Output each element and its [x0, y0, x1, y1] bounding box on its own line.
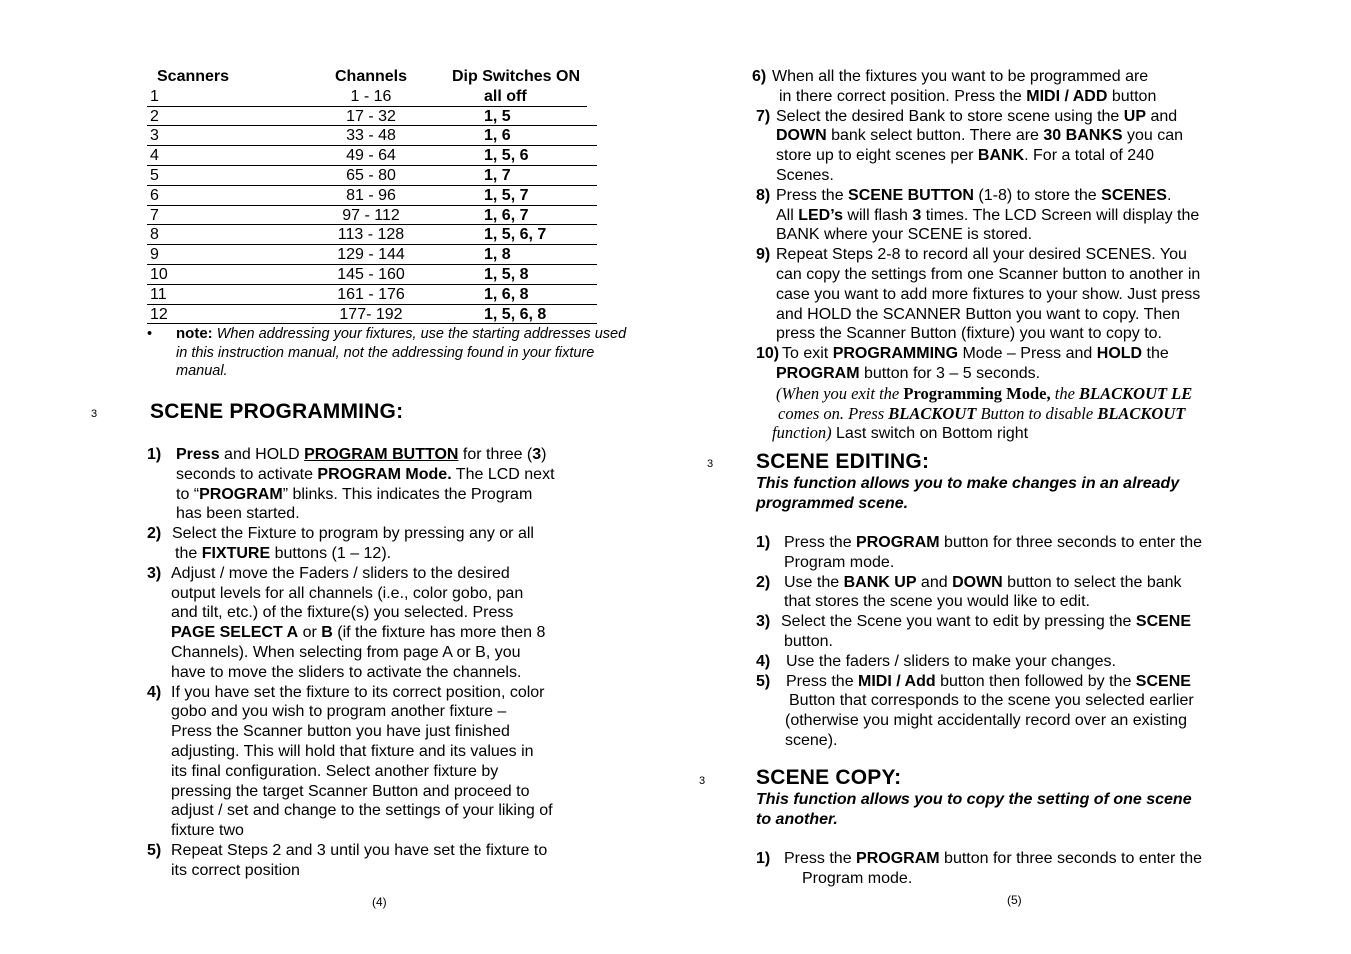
- copy-steps: [756, 849, 1326, 889]
- cell-dip-switches: all off: [484, 87, 527, 105]
- step-text: Scenes.: [776, 166, 834, 184]
- step-text: and HOLD: [219, 446, 305, 463]
- step-text: Button that corresponds to the scene you selected earlier: [789, 692, 1194, 710]
- step-text: store up to eight scenes per: [776, 147, 978, 165]
- step-text: PROGRAMMING: [832, 345, 959, 363]
- step-number: 3): [756, 613, 771, 631]
- step-text: button: [1107, 87, 1157, 105]
- cell-dip-switches: 1, 5: [484, 107, 511, 125]
- step-number: 6): [752, 68, 767, 85]
- step-text: Press the Scanner button you have just finished: [171, 723, 510, 741]
- step-text: To exit: [782, 345, 833, 363]
- cell-channels: 81 - 96: [346, 186, 396, 204]
- step-number: 5): [147, 841, 162, 859]
- step-text: ” blinks. This indicates the Program: [282, 485, 533, 503]
- step-text: the: [175, 544, 202, 562]
- table-row: [147, 186, 597, 206]
- step-text: The LCD next: [451, 465, 555, 483]
- header-scanners: Scanners: [157, 68, 230, 85]
- cell-scanner: 5: [150, 166, 159, 184]
- cell-dip-switches: 1, 6, 7: [484, 206, 529, 224]
- step-text: have to move the sliders to activate the channels.: [171, 663, 522, 681]
- step-text: SCENES: [1101, 186, 1167, 204]
- step-text: UP: [1123, 107, 1146, 125]
- step-2: [147, 524, 617, 564]
- step-text: and: [916, 573, 953, 591]
- cell-channels: 145 - 160: [337, 265, 405, 283]
- table-row: [147, 285, 597, 305]
- subtitle-line: This function allows you to copy the setting of one scene: [756, 791, 1192, 808]
- step-6: [752, 67, 1312, 107]
- step-text: fixture two: [171, 822, 244, 840]
- cell-dip-switches: 1, 6: [484, 127, 511, 145]
- step-text: BANK UP: [843, 573, 917, 591]
- step-text: will flash: [842, 206, 913, 224]
- step-text: BLACKOUT LE: [1079, 383, 1193, 403]
- step-text: (1-8) to store the: [973, 186, 1102, 204]
- step-number: 1): [756, 534, 771, 551]
- step-text: B: [321, 624, 333, 642]
- step-text: adjusting. This will hold that fixture and its values in: [171, 742, 534, 760]
- step-text: (otherwise you might accidentally record over an existing: [785, 712, 1187, 730]
- step-number: 2): [756, 573, 771, 591]
- section-number: 3: [699, 775, 706, 787]
- cell-dip-switches: 1, 5, 7: [484, 186, 529, 204]
- step-text: HOLD: [1096, 345, 1143, 363]
- subtitle-line: programmed scene.: [756, 494, 909, 512]
- cell-scanner: 11: [150, 285, 167, 303]
- step-text: scene).: [785, 731, 838, 749]
- step-text: button then followed by the: [935, 672, 1136, 690]
- step-10: [756, 344, 1312, 444]
- step-text: Channels). When selecting from page A or B, you: [171, 643, 521, 661]
- right-page: [675, 0, 1351, 954]
- note-text: When addressing your fixtures, use the starting addresses used in this instruction manual, not the addressing found in your fixture manual.: [176, 326, 627, 379]
- step-text: has been started.: [176, 505, 300, 523]
- step-number: 8): [756, 186, 771, 204]
- step-number: 3): [147, 564, 162, 582]
- cell-scanner: 9: [150, 246, 159, 264]
- step-text: PROGRAM: [199, 485, 283, 503]
- step-text: button for three seconds to enter the: [939, 534, 1202, 551]
- step-3: [147, 564, 617, 683]
- note-label: note:: [176, 325, 213, 342]
- cell-scanner: 12: [150, 305, 168, 323]
- step-text: times. The LCD Screen will display the: [921, 206, 1200, 224]
- table-header: [147, 67, 597, 87]
- scene-editing-subtitle: [756, 474, 1179, 514]
- step-text: BLACKOUT: [1097, 403, 1186, 423]
- cell-scanner: 1: [150, 87, 159, 105]
- dip-switch-table: [147, 67, 597, 324]
- step-text: Use the faders / sliders to make your changes.: [786, 652, 1116, 670]
- step-text: bank select button. There are: [826, 127, 1044, 145]
- step-text: PROGRAM: [856, 850, 940, 867]
- step-text: 3: [532, 446, 542, 463]
- step-text: adjust / set and change to the settings of your liking of: [171, 802, 553, 820]
- table-body: [147, 87, 597, 325]
- step-text: PROGRAM: [856, 534, 940, 551]
- step-text: FIXTURE: [201, 544, 271, 562]
- note-block: [147, 325, 637, 381]
- step-text: PROGRAM: [776, 364, 860, 382]
- step-text: Adjust / move the Faders / sliders to the desired: [171, 564, 510, 582]
- step-text: its correct position: [171, 861, 300, 879]
- cell-scanner: 6: [150, 186, 159, 204]
- step-text: DOWN: [776, 127, 827, 145]
- step-text: Use the: [784, 573, 844, 591]
- table-row: [147, 305, 597, 325]
- cell-dip-switches: 1, 7: [484, 166, 511, 184]
- step-text: you can: [1122, 127, 1184, 145]
- step-text: Repeat Steps 2-8 to record all your desired SCENES. You: [776, 246, 1187, 264]
- step-text: function): [772, 423, 832, 443]
- step-text: BANK: [977, 147, 1025, 165]
- cell-channels: 129 - 144: [337, 246, 405, 264]
- step-text: the: [1142, 345, 1169, 363]
- section-title-scene-editing: SCENE EDITING:: [756, 450, 930, 473]
- step-text: comes on. Press: [778, 403, 889, 423]
- section-number: 3: [707, 458, 714, 470]
- step-text: and HOLD the SCANNER Button you want to copy. Then: [776, 305, 1181, 323]
- edit-step-5: [756, 672, 1326, 751]
- edit-step-2: [756, 573, 1326, 613]
- step-text: SCENE: [1135, 672, 1191, 690]
- section-number: 3: [91, 408, 98, 420]
- step-number: 5): [756, 672, 771, 690]
- step-text: button for 3 – 5 seconds.: [859, 364, 1041, 382]
- step-text: (if the fixture has more then 8: [332, 624, 546, 642]
- step-text: DOWN: [952, 573, 1003, 591]
- step-text: Select the Scene you want to edit by pressing the: [781, 613, 1136, 631]
- step-text: If you have set the fixture to its correct position, color: [171, 683, 545, 701]
- step-text: 3: [912, 206, 922, 224]
- table-row: [147, 126, 597, 146]
- step-text: Repeat Steps 2 and 3 until you have set the fixture to: [171, 841, 548, 859]
- cell-scanner: 8: [150, 226, 159, 244]
- step-text: press the Scanner Button (fixture) you want to copy to.: [776, 325, 1162, 343]
- table-row: [147, 146, 597, 166]
- step-number: 10): [756, 345, 780, 363]
- step-text: output levels for all channels (i.e., color gobo, pan: [171, 584, 524, 602]
- step-text: button to select the bank: [1002, 573, 1182, 591]
- cell-scanner: 3: [150, 127, 159, 145]
- page-number-left: (4): [372, 895, 387, 909]
- cell-scanner: 7: [150, 206, 159, 224]
- cell-channels: 33 - 48: [346, 127, 396, 145]
- cell-channels: 49 - 64: [346, 147, 396, 165]
- cell-channels: 161 - 176: [337, 285, 405, 303]
- cell-dip-switches: 1, 6, 8: [484, 285, 529, 303]
- table-row: [147, 245, 597, 265]
- step-text: Select the desired Bank to store scene using the: [776, 107, 1124, 125]
- cell-dip-switches: 1, 5, 6: [484, 147, 529, 165]
- step-text: gobo and you wish to program another fixture –: [171, 703, 507, 721]
- step-text: Select the Fixture to program by pressing any or all: [172, 525, 534, 543]
- step-text: to “: [176, 485, 200, 503]
- section-title-scene-programming: SCENE PROGRAMMING:: [150, 400, 404, 423]
- step-text: Press the: [784, 534, 857, 551]
- edit-step-4: [756, 652, 1326, 672]
- step-text: PROGRAM BUTTON: [304, 446, 459, 463]
- step-5: [147, 841, 617, 881]
- edit-step-3: [756, 612, 1326, 652]
- step-text: LED’s: [798, 206, 843, 224]
- step-text: button.: [784, 632, 833, 650]
- step-number: 7): [756, 107, 771, 125]
- step-text: (When you exit the: [776, 383, 904, 403]
- step-text: the: [1050, 383, 1080, 403]
- step-text: BLACKOUT: [888, 403, 977, 423]
- step-text: 30 BANKS: [1043, 127, 1123, 145]
- cell-scanner: 2: [150, 107, 159, 125]
- cell-dip-switches: 1, 5, 8: [484, 265, 529, 283]
- cell-dip-switches: 1, 5, 6, 8: [484, 305, 547, 323]
- editing-steps: [756, 533, 1326, 751]
- table-row: [147, 225, 597, 245]
- step-number: 4): [756, 652, 771, 670]
- step-text: can copy the settings from one Scanner button to another in: [776, 265, 1201, 283]
- step-text: Button to disable: [976, 403, 1098, 423]
- step-text: BANK where your SCENE is stored.: [776, 226, 1033, 244]
- cell-channels: 177- 192: [339, 305, 403, 323]
- step-number: 2): [147, 525, 162, 543]
- cell-scanner: 10: [150, 265, 168, 283]
- step-text: When all the fixtures you want to be programmed are: [772, 68, 1149, 85]
- step-text: case you want to add more fixtures to your show. Just press: [776, 285, 1201, 303]
- table-row: [147, 87, 587, 107]
- step-text: for three (: [458, 446, 533, 463]
- step-text: .: [1166, 186, 1172, 204]
- step-text: its final configuration. Select another fixture by: [171, 762, 499, 780]
- step-text: in there correct position. Press the: [779, 87, 1027, 105]
- cell-channels: 65 - 80: [346, 166, 396, 184]
- step-number: 9): [756, 246, 771, 264]
- step-text: . For a total of 240: [1024, 147, 1154, 165]
- step-text: Press the: [784, 850, 857, 867]
- cell-channels: 1 - 16: [350, 87, 392, 105]
- step-text: Program mode.: [802, 869, 913, 887]
- step-text: MIDI / ADD: [1026, 87, 1108, 105]
- step-text: Program mode.: [784, 553, 895, 571]
- step-text: and tilt, etc.) of the fixture(s) you selected. Press: [171, 604, 514, 622]
- step-text: pressing the target Scanner Button and proceed to: [171, 782, 530, 800]
- left-page: [0, 0, 675, 954]
- step-text: Mode – Press and: [958, 345, 1097, 363]
- cell-channels: 113 - 128: [337, 226, 405, 244]
- step-4: [147, 683, 617, 841]
- step-text: SCENE: [1135, 613, 1192, 631]
- step-text: button for three seconds to enter the: [939, 850, 1202, 867]
- step-text: All: [776, 206, 799, 224]
- step-8: [756, 186, 1312, 245]
- subtitle-line: This function allows you to make changes in an already: [756, 475, 1180, 492]
- step-text: Last switch on Bottom right: [831, 425, 1029, 443]
- step-text: that stores the scene you would like to edit.: [784, 593, 1090, 611]
- subtitle-line: to another.: [756, 810, 838, 828]
- step-text: Programming Mode,: [903, 383, 1051, 403]
- step-text: SCENE BUTTON: [848, 186, 974, 204]
- header-dip-switches: Dip Switches ON: [452, 68, 581, 85]
- step-text: seconds to activate: [176, 465, 318, 483]
- edit-step-1: [756, 533, 1326, 573]
- cell-dip-switches: 1, 5, 6, 7: [484, 226, 547, 244]
- cell-scanner: 4: [150, 147, 159, 165]
- step-number: 1): [147, 446, 162, 463]
- table-row: [147, 206, 597, 226]
- table-row: [147, 107, 597, 127]
- copy-step-1: [756, 849, 1326, 889]
- step-text: Press: [176, 446, 220, 463]
- step-9: [756, 245, 1312, 344]
- scene-copy-subtitle: [756, 790, 1192, 830]
- header-channels: Channels: [335, 68, 408, 85]
- step-text: MIDI / Add: [858, 672, 936, 690]
- step-1: [147, 445, 617, 524]
- step-7: [756, 107, 1312, 186]
- step-text: Press the: [776, 186, 849, 204]
- step-text: and: [1146, 107, 1178, 125]
- cell-channels: 97 - 112: [342, 206, 400, 224]
- step-text: Press the: [786, 672, 859, 690]
- section-title-scene-copy: SCENE COPY:: [756, 766, 902, 789]
- step-text: buttons (1 – 12).: [270, 544, 392, 562]
- table-row: [147, 166, 597, 186]
- step-number: 4): [147, 683, 162, 701]
- step-text: ): [541, 446, 547, 463]
- step-text: PAGE SELECT A: [171, 624, 299, 642]
- step-number: 1): [756, 850, 771, 867]
- table-row: [147, 265, 597, 285]
- programming-steps-continued: [752, 67, 1312, 444]
- cell-channels: 17 - 32: [346, 107, 396, 125]
- note-bullet: •: [147, 326, 153, 342]
- step-text: or: [298, 624, 322, 642]
- step-text: PROGRAM Mode.: [317, 465, 452, 483]
- page-number-right: (5): [1007, 893, 1022, 907]
- programming-steps: [147, 445, 617, 881]
- cell-dip-switches: 1, 8: [484, 246, 511, 264]
